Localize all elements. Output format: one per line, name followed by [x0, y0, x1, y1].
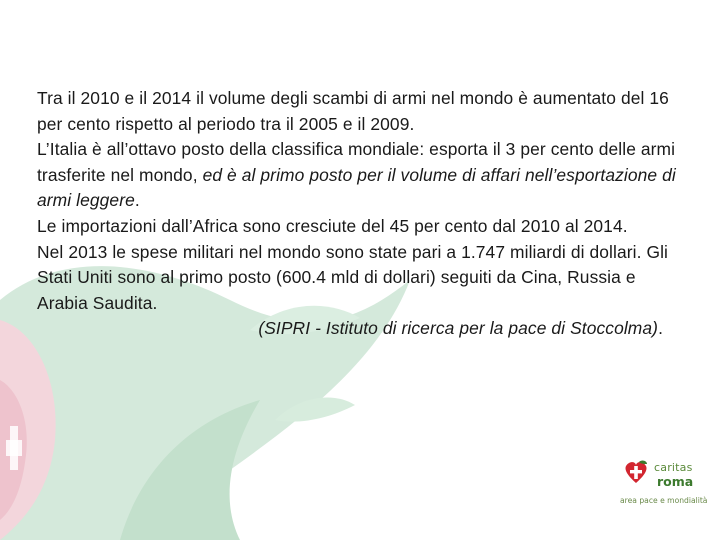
citation-period: . [658, 318, 663, 339]
caritas-cross-icon [622, 460, 650, 486]
paragraph-italy-ranking [37, 137, 677, 214]
paragraph-italy-text: L’Italia è all’ottavo posto della classifica mondiale: esporta il 3 per cento delle armi trasferite nel mondo, [37, 139, 676, 185]
paragraph-africa-imports: Le importazioni dall’Africa sono cresciute del 45 per cento dal 2010 al 2014. [37, 215, 628, 236]
logo-name-caritas: caritas [654, 461, 693, 474]
paragraph-italy-emphasis: ed è al primo posto per il volume di affari nell’esportazione di armi leggere [37, 164, 676, 211]
caritas-roma-logo [620, 458, 708, 510]
paragraph-military-spending: Nel 2013 le spese militari nel mondo sono state pari a 1.747 miliardi di dollari. Gli Stati Uniti sono al primo posto (600.4 mld di dollari) seguiti da Cina, Russia e Arabia Saudita. [37, 241, 669, 313]
logo-tagline: area pace e mondialità [620, 496, 708, 505]
paragraph-arms-trade: Tra il 2010 e il 2014 il volume degli scambi di armi nel mondo è aumentato del 16 per cento rispetto al periodo tra il 2005 e il 2009. [37, 88, 669, 134]
paragraph-italy-period: . [134, 190, 140, 211]
citation-text: (SIPRI - Istituto di ricerca per la pace di Stoccolma) [258, 318, 659, 339]
citation-sipri [37, 316, 677, 342]
slide-body [37, 86, 677, 342]
logo-name-roma: roma [657, 474, 694, 489]
